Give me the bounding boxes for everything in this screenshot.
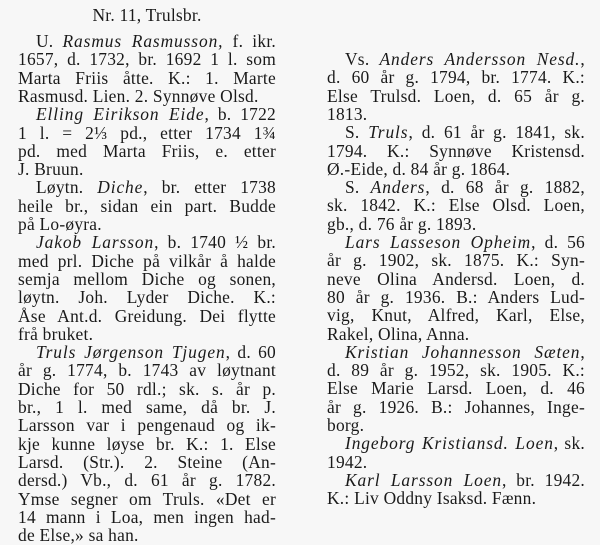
text-line: Larsson var i pengenaud og ik- — [18, 415, 276, 436]
line-suffix: , — [580, 49, 585, 69]
line-suffix: , d. 56 — [531, 232, 585, 252]
text-line: 1 l. = 2⅓ pd., etter 1734 1¾ — [18, 122, 276, 143]
text-line — [345, 233, 585, 251]
page-title: Nr. 11, Trulsbr. — [92, 5, 202, 25]
text-line: Åse Ant.d. Greidung. Dei flytte — [18, 305, 276, 326]
person-name: Kristian Johannesson Sæten — [345, 341, 581, 362]
person-name: Elling Eirikson Eide — [36, 104, 205, 125]
person-name: Jakob Larsson — [36, 232, 155, 253]
person-name: Truls — [368, 122, 409, 143]
line-prefix: Vs. — [345, 49, 380, 69]
text-line: sk. 1842. K.: Else Olsd. Loen, — [327, 195, 585, 216]
text-line: frå bruket. — [18, 323, 94, 344]
line-prefix: Løytn. — [36, 177, 98, 198]
text-line: heile br., sidan ein part. Budde — [18, 195, 276, 216]
text-line: 1942. — [327, 451, 368, 472]
text-line: Ymse segner om Truls. «Det er — [18, 488, 276, 509]
text-line: løytn. Joh. Lyder Diche. K.: — [18, 287, 276, 308]
person-name: Truls Jørgenson Tjugen — [36, 342, 226, 363]
text-line: Else Trulsd. Loen, d. 65 år g. — [327, 85, 585, 106]
text-line — [36, 343, 276, 361]
text-line: borg. — [327, 415, 365, 435]
line-suffix: , br. 1942. — [501, 469, 585, 490]
text-line — [36, 32, 276, 50]
text-line: vig, Knut, Alfred, Karl, Else, — [327, 305, 585, 326]
text-line: 1813. — [327, 103, 368, 124]
person-name: Ingeborg Kristiansd. Loen — [345, 433, 554, 454]
text-line: neve Olina Andersd. Loen, d. — [327, 268, 585, 289]
text-line: år g. 1926. B.: Johannes, Inge- — [327, 396, 585, 417]
line-suffix: , — [580, 341, 585, 362]
text-line: br., 1 l. med same, då br. J. — [18, 397, 276, 417]
text-line: år g. 1774, b. 1743 av løytnant — [18, 360, 276, 381]
text-line — [345, 343, 585, 361]
text-line — [36, 233, 276, 251]
line-prefix: U. — [36, 31, 63, 51]
text-line — [345, 50, 585, 68]
text-line: på Lo-øyra. — [18, 214, 102, 234]
text-line: kje kunne løyse br. K.: 1. Else — [18, 433, 276, 454]
line-suffix: , sk. — [553, 433, 585, 454]
text-line: Ø.-Eide, d. 84 år g. 1864. — [327, 158, 511, 179]
text-line — [345, 471, 585, 489]
line-suffix: , d. 68 år g. 1882, — [425, 177, 586, 198]
person-name: Rasmus Rasmusson, — [62, 31, 224, 51]
line-suffix: , br. etter 1738 — [143, 177, 276, 198]
text-line — [345, 434, 585, 452]
text-line: år g. 1902, sk. 1875. K.: Syn- — [327, 250, 585, 271]
person-name: Anders Andersson Nesd. — [379, 49, 581, 69]
text-line: d. 60 år g. 1794, br. 1774. K.: — [327, 67, 585, 88]
text-line: med prl. Diche på vilkår å halde — [18, 250, 276, 271]
line-suffix: f. ikr. — [223, 31, 276, 51]
text-line — [345, 123, 585, 141]
line-suffix: , d. 60 — [225, 342, 276, 363]
text-line: Diche for 50 rdl.; sk. s. år p. — [18, 378, 276, 399]
text-line: pd. med Marta Friis, e. etter — [18, 140, 276, 161]
text-line: Rakel, Olina, Anna. — [327, 323, 470, 344]
text-line: Else Marie Larsd. Loen, d. 46 — [327, 378, 585, 399]
text-line: d. 89 år g. 1952, sk. 1905. K.: — [327, 360, 585, 381]
text-line — [36, 178, 276, 196]
person-name: Anders — [370, 177, 426, 198]
line-suffix: , d. 61 år g. 1841, sk. — [408, 122, 585, 143]
text-line: 80 år g. 1936. B.: Anders Lud- — [327, 286, 585, 307]
person-name: Lars Lasseson Opheim — [345, 232, 532, 252]
person-name: Diche — [97, 177, 144, 198]
person-name: Karl Larsson Loen — [345, 469, 502, 490]
text-line: Rasmusd. Lien. 2. Synnøve Olsd. — [18, 85, 259, 106]
text-line: 1657, d. 1732, br. 1692 1 l. som — [18, 49, 276, 70]
text-line — [345, 178, 585, 196]
text-line: Marta Friis åtte. K.: 1. Marte — [18, 67, 276, 88]
line-suffix: , b. 1740 ½ br. — [154, 232, 276, 253]
text-line: 14 mann i Loa, men ingen had- — [18, 506, 276, 527]
text-line — [36, 105, 276, 123]
text-line: gb., d. 76 år g. 1893. — [327, 213, 477, 234]
text-line: de Else,» sa han. — [18, 525, 139, 545]
line-prefix: S. — [345, 177, 371, 198]
text-line: 1794. K.: Synnøve Kristensd. — [327, 140, 585, 161]
text-line: K.: Liv Oddny Isaksd. Fænn. — [327, 488, 537, 509]
text-line: Larsd. (Str.). 2. Steine (An- — [18, 451, 276, 472]
text-line: dersd.) Vb., d. 61 år g. 1782. — [18, 470, 276, 491]
text-line: J. Bruun. — [18, 159, 84, 180]
text-line: semja mellom Diche og sonen, — [18, 268, 276, 289]
line-suffix: , b. 1722 — [204, 104, 276, 125]
line-prefix: S. — [345, 122, 369, 143]
